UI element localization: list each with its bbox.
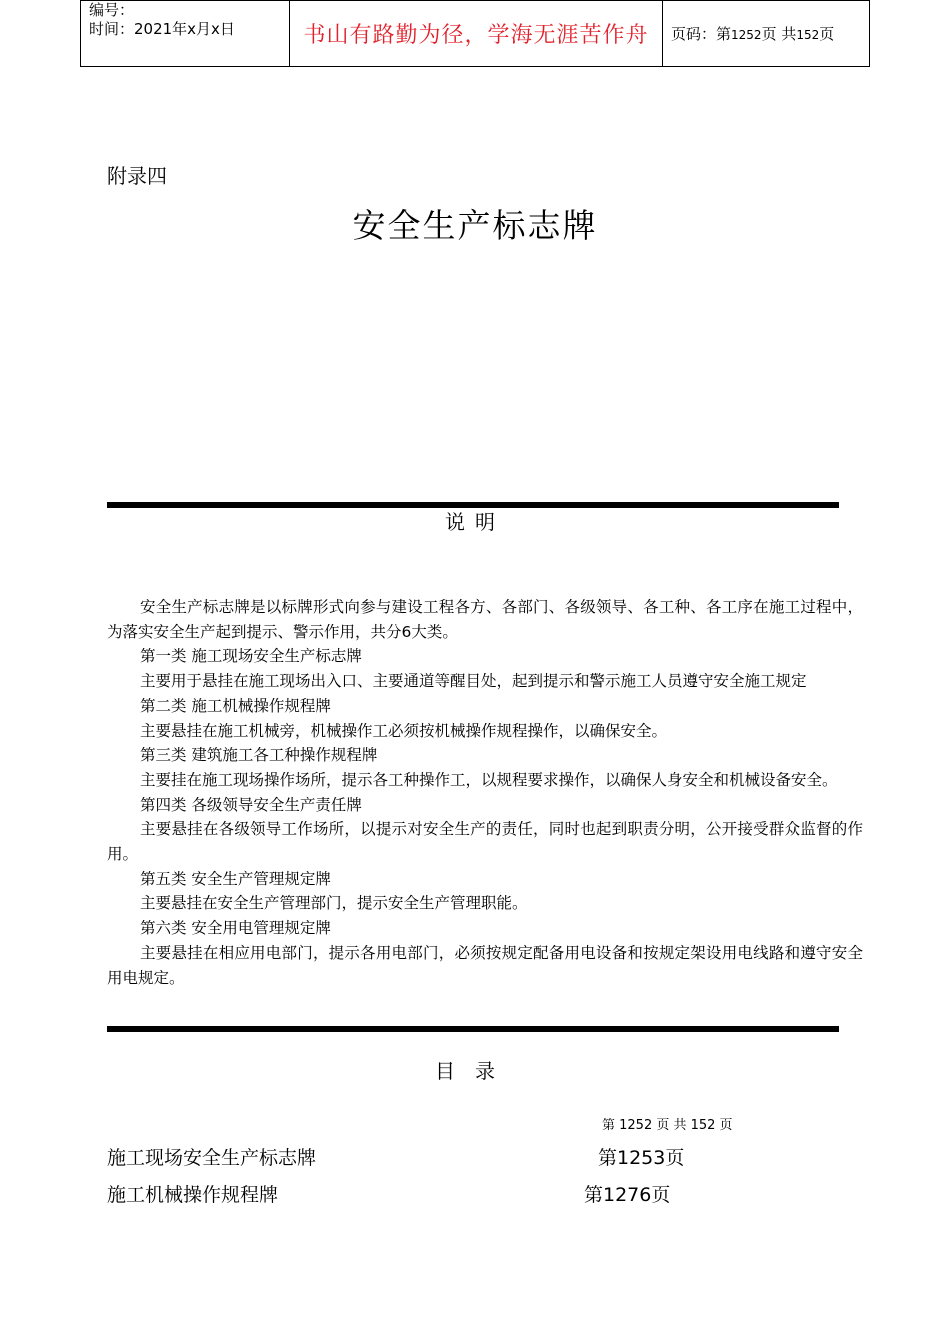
header-meta-cell	[81, 1, 290, 67]
category-heading: 第五类 安全生产管理规定牌	[140, 869, 331, 888]
toc-item-page: 第1276页	[584, 1184, 671, 1206]
category-heading: 第二类 施工机械操作规程牌	[140, 696, 331, 715]
header-motto: 书山有路勤为径，学海无涯苦作舟	[290, 1, 663, 67]
explanation-paragraph: 安全生产标志牌是以标牌形式向参与建设工程各方、各部门、各级领导、各工种、各工序在施工过程中，为落实安全生产起到提示、警示作用，共分6大类。	[107, 598, 863, 641]
toc-item-page: 第1253页	[598, 1147, 685, 1169]
page-number: 第 1252 页 共 152 页	[602, 1118, 733, 1133]
document-number-label: 编号：	[89, 1, 135, 19]
document-date: 时间：2021年x月x日	[89, 20, 235, 38]
toc-item-label[interactable]: 施工机械操作规程牌	[107, 1184, 279, 1206]
page-prefix: 页码：第	[671, 25, 732, 43]
explanation-paragraph: 主要悬挂在施工机械旁，机械操作工必须按机械操作规程操作，以确保安全。	[140, 721, 668, 740]
toc-heading: 目录	[435, 1059, 515, 1083]
page-current: 1252	[731, 28, 762, 42]
header-page-info	[663, 1, 870, 67]
page-title: 安全生产标志牌	[352, 206, 598, 245]
explanation-paragraph: 主要用于悬挂在施工现场出入口、主要通道等醒目处，起到提示和警示施工人员遵守安全施工规定	[140, 672, 807, 691]
explanation-body	[107, 595, 863, 990]
section-divider-bottom	[107, 1026, 839, 1032]
explanation-heading: 说明	[445, 510, 505, 534]
appendix-label: 附录四	[107, 164, 167, 188]
category-heading: 第一类 施工现场安全生产标志牌	[140, 647, 362, 666]
page-total: 152	[796, 28, 820, 42]
explanation-paragraph: 主要悬挂在相应用电部门，提示各用电部门，必须按规定配备用电设备和按规定架设用电线路和遵守安全用电规定。	[107, 943, 863, 987]
toc-item-label[interactable]: 施工现场安全生产标志牌	[107, 1147, 317, 1169]
explanation-paragraph: 主要挂在施工现场操作场所，提示各工种操作工，以规程要求操作，以确保人身安全和机械设备安全。	[140, 770, 838, 789]
category-heading: 第三类 建筑施工各工种操作规程牌	[140, 746, 378, 765]
explanation-paragraph: 主要悬挂在安全生产管理部门，提示安全生产管理职能。	[140, 894, 528, 913]
page-mid: 页 共	[761, 25, 797, 43]
page-suffix: 页	[819, 25, 835, 43]
explanation-paragraph: 主要悬挂在各级领导工作场所，以提示对安全生产的责任，同时也起到职责分明，公开接受群众监督的作用。	[107, 820, 863, 864]
category-heading: 第六类 安全用电管理规定牌	[140, 919, 331, 938]
document-header	[80, 0, 870, 67]
category-heading: 第四类 各级领导安全生产责任牌	[140, 795, 362, 814]
